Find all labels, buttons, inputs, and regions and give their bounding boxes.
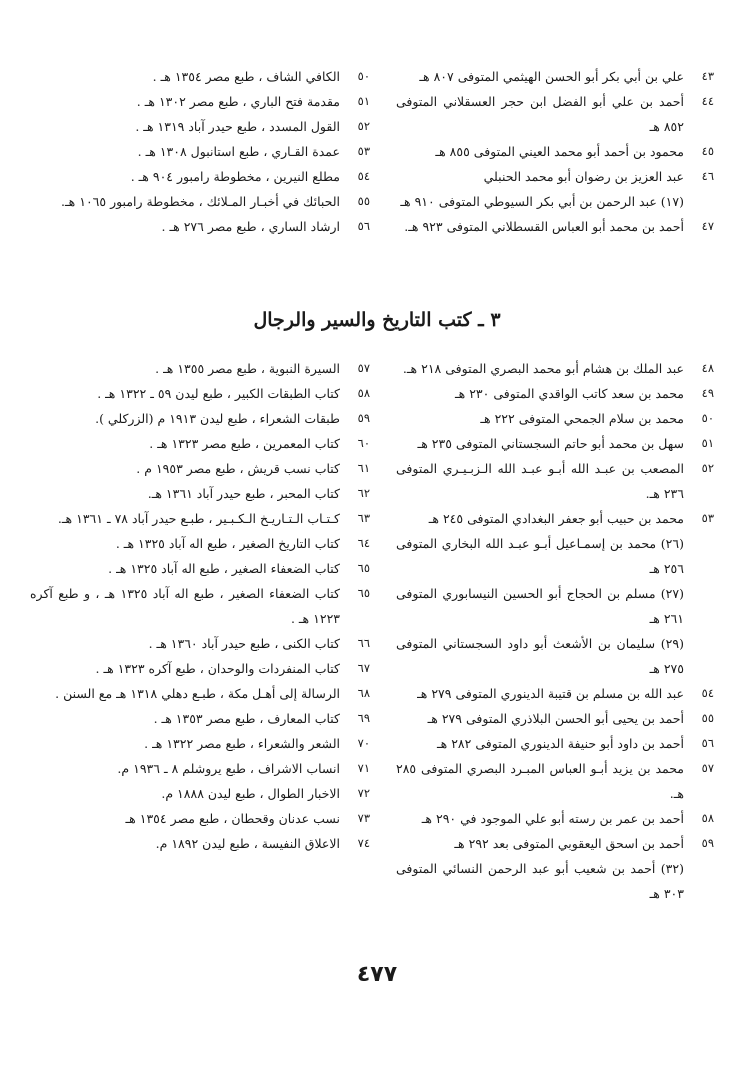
- list-entry: [30, 806, 370, 831]
- list-entry: [30, 506, 370, 531]
- entry-text: الكافي الشاف ، طبع مصر ١٣٥٤ هـ .: [152, 69, 340, 84]
- entry-text: محمد بن سعد كاتب الواقدي المتوفى ٢٣٠ هـ: [454, 386, 684, 401]
- entry-number: ٥٩: [357, 411, 370, 425]
- entry-number: ٥٠: [357, 69, 370, 83]
- list-entry: [30, 681, 370, 706]
- list-entry: [396, 214, 714, 239]
- list-entry: [30, 431, 370, 456]
- entry-number: ٥٢: [357, 119, 370, 133]
- entry-text: الاخبار الطوال ، طبع ليدن ١٨٨٨ م.: [161, 786, 340, 801]
- entry-number: ٦٢: [357, 486, 370, 500]
- list-entry: [30, 114, 370, 139]
- entry-text: انساب الاشراف ، طبع يروشلم ٨ ـ ١٩٣٦ م.: [117, 761, 340, 776]
- entry-text: علي بن أبي بكر أبو الحسن الهيثمي المتوفى ٨٠٧ هـ: [419, 69, 684, 84]
- list-entry: [30, 356, 370, 381]
- entry-text: عبد العزيز بن رضوان أبو محمد الحنبلي: [483, 169, 684, 184]
- list-entry: [396, 856, 714, 906]
- entry-text: كتاب الضعفاء الصغير ، طبع اله آباد ١٣٢٥ هـ ، و طبع آكره ١٢٢٣ هـ .: [30, 586, 341, 626]
- entry-text: (٢٩) سليمان بن الأشعث أبو داود السجستاني المتوفى ٢٧٥ هـ: [396, 636, 684, 676]
- list-entry: [30, 831, 370, 856]
- entry-number: ٥١: [357, 94, 370, 108]
- entry-text: طبقات الشعراء ، طبع ليدن ١٩١٣ م (الزركلي ).: [95, 411, 340, 426]
- list-entry: [30, 731, 370, 756]
- entry-text: أحمد بن داود أبو حنيفة الدينوري المتوفى ٢٨٢ هـ: [436, 736, 684, 751]
- entry-number: ٧٠: [357, 736, 370, 750]
- entry-number: ٧٢: [357, 786, 370, 800]
- entry-text: عمدة القـاري ، طبع استانبول ١٣٠٨ هـ .: [137, 144, 340, 159]
- entry-number: ٤٥: [701, 144, 714, 158]
- entry-number: ٤٤: [701, 94, 714, 108]
- entry-number: ٥٨: [357, 386, 370, 400]
- entry-text: كتاب المعمرين ، طبع مصر ١٣٢٣ هـ .: [149, 436, 340, 451]
- entry-number: ٥٦: [357, 219, 370, 233]
- list-entry: [30, 89, 370, 114]
- entry-number: ٥٣: [701, 511, 714, 525]
- entry-number: ٥٤: [701, 686, 714, 700]
- entry-number: ٦٥: [357, 586, 370, 600]
- list-entry: [30, 781, 370, 806]
- list-entry: [30, 381, 370, 406]
- entry-text: نسب عدنان وقحطان ، طبع مصر ١٣٥٤ هـ: [125, 811, 340, 826]
- list-entry: [30, 456, 370, 481]
- list-entry: [396, 164, 714, 189]
- entry-text: أحمد بن علي أبو الفضل ابن حجر العسقلاني المتوفى ٨٥٢ هـ: [396, 94, 684, 134]
- list-entry: [30, 64, 370, 89]
- list-entry: [396, 406, 714, 431]
- list-entry: [396, 89, 714, 139]
- list-entry: [396, 756, 714, 806]
- list-entry: [396, 681, 714, 706]
- entry-text: عبد الملك بن هشام أبو محمد البصري المتوفى ٢١٨ هـ.: [402, 361, 684, 376]
- entry-number: ٥٥: [701, 711, 714, 725]
- entry-number: ٦٤: [357, 536, 370, 550]
- list-entry: [396, 831, 714, 856]
- entry-text: محمد بن سلام الجمحي المتوفى ٢٢٢ هـ: [480, 411, 684, 426]
- section-heading: ٣ ـ كتب التاريخ والسير والرجال: [253, 309, 501, 331]
- entry-text: محمود بن أحمد أبو محمد العيني المتوفى ٨٥٥ هـ: [435, 144, 684, 159]
- list-entry: [30, 481, 370, 506]
- entry-text: كتاب الكنى ، طبع حيدر آباد ١٣٦٠ هـ .: [148, 636, 340, 651]
- entry-text: أحمد بن محمد أبو العباس القسطلاني المتوفى ٩٢٣ هـ.: [404, 219, 684, 234]
- entry-text: السيرة النبوية ، طبع مصر ١٣٥٥ هـ .: [155, 361, 340, 376]
- list-entry: [30, 406, 370, 431]
- entry-number: ٦٧: [357, 661, 370, 675]
- list-entry: [30, 214, 370, 239]
- entry-text: مقدمة فتح الباري ، طبع مصر ١٣٠٢ هـ .: [136, 94, 340, 109]
- top-left-column: [30, 64, 370, 239]
- entry-number: ٤٣: [701, 69, 714, 83]
- entry-text: الشعر والشعراء ، طبع مصر ١٣٢٢ هـ .: [144, 736, 340, 751]
- bottom-right-column: [396, 356, 714, 906]
- list-entry: [396, 431, 714, 456]
- entry-text: كتاب المعارف ، طبع مصر ١٣٥٣ هـ .: [153, 711, 340, 726]
- entry-number: ٤٦: [701, 169, 714, 183]
- entry-number: ٦٠: [357, 436, 370, 450]
- entry-text: (١٧) عبد الرحمن بن أبي بكر السيوطي المتوفى ٩١٠ هـ: [400, 194, 684, 209]
- entry-number: ٦١: [357, 461, 370, 475]
- list-entry: [396, 356, 714, 381]
- entry-text: الاعلاق النفيسة ، طبع ليدن ١٨٩٢ م.: [155, 836, 340, 851]
- entry-text: عبد الله بن مسلم بن قتيبة الدينوري المتوفى ٢٧٩ هـ: [417, 686, 684, 701]
- entry-number: ٤٧: [701, 219, 714, 233]
- entry-number: ٤٨: [701, 361, 714, 375]
- entry-number: ٦٦: [357, 636, 370, 650]
- entry-number: ٦٨: [357, 686, 370, 700]
- list-entry: [396, 806, 714, 831]
- list-entry: [30, 164, 370, 189]
- entry-text: كتاب نسب قريش ، طبع مصر ١٩٥٣ م .: [136, 461, 340, 476]
- list-entry: [396, 189, 714, 214]
- list-entry: [30, 139, 370, 164]
- entry-number: ٥٠: [701, 411, 714, 425]
- entry-text: سهل بن محمد أبو حاتم السجستاني المتوفى ٢٣٥ هـ: [417, 436, 684, 451]
- entry-text: كتاب الضعفاء الصغير ، طبع اله آباد ١٣٢٥ هـ .: [108, 561, 340, 576]
- entry-text: (٢٦) محمد بن إسمـاعيل أبـو عبـد الله البخاري المتوفى ٢٥٦ هـ: [396, 536, 684, 576]
- list-entry: [30, 531, 370, 556]
- top-right-column: [396, 64, 714, 239]
- entry-text: كـتـاب الـتـاريـخ الـكـبـير ، طبـع حيدر آباد ٧٨ ـ ١٣٦١ هـ.: [57, 511, 340, 526]
- entry-number: ٥٦: [701, 736, 714, 750]
- list-entry: [396, 731, 714, 756]
- entry-text: كتاب الطبقات الكبير ، طبع ليدن ٥٩ ـ ١٣٢٢ هـ .: [97, 386, 340, 401]
- entry-number: ٥٧: [701, 761, 714, 775]
- entry-text: مطلع النيرين ، مخطوطة رامبور ٩٠٤ هـ .: [130, 169, 340, 184]
- entry-text: كتاب المحبر ، طبع حيدر آباد ١٣٦١ هـ.: [147, 486, 340, 501]
- entry-text: القول المسدد ، طبع حيدر آباد ١٣١٩ هـ .: [135, 119, 340, 134]
- list-entry: [30, 556, 370, 581]
- entry-text: أحمد بن اسحق اليعقوبي المتوفى بعد ٢٩٢ هـ: [454, 836, 684, 851]
- list-entry: [30, 581, 370, 631]
- entry-number: ٦٥: [357, 561, 370, 575]
- list-entry: [396, 64, 714, 89]
- list-entry: [396, 506, 714, 531]
- list-entry: [30, 756, 370, 781]
- entry-text: ارشاد الساري ، طبع مصر ٢٧٦ هـ .: [161, 219, 340, 234]
- entry-text: (٣٢) أحمد بن شعيب أبو عبد الرحمن النسائي المتوفى ٣٠٣ هـ: [396, 861, 684, 901]
- entry-text: الرسالة إلى أهـل مكة ، طبـع دهلي ١٣١٨ هـ مع السنن .: [55, 686, 340, 701]
- entry-text: أحمد بن عمر بن رسته أبو علي الموجود في ٢٩٠ هـ: [421, 811, 684, 826]
- list-entry: [396, 581, 714, 631]
- entry-text: كتاب التاريخ الصغير ، طبع اله آباد ١٣٢٥ هـ .: [115, 536, 340, 551]
- entry-number: ٥٩: [701, 836, 714, 850]
- entry-number: ٥٤: [357, 169, 370, 183]
- list-entry: [396, 631, 714, 681]
- entry-number: ٥٢: [701, 461, 714, 475]
- entry-text: (٢٧) مسلم بن الحجاج أبو الحسين النيسابوري المتوفى ٢٦١ هـ: [396, 586, 684, 626]
- entry-number: ٧١: [357, 761, 370, 775]
- entry-number: ٧٤: [357, 836, 370, 850]
- entry-number: ٥٥: [357, 194, 370, 208]
- entry-number: ٥٣: [357, 144, 370, 158]
- entry-number: ٥١: [701, 436, 714, 450]
- list-entry: [396, 139, 714, 164]
- list-entry: [396, 706, 714, 731]
- entry-number: ٦٩: [357, 711, 370, 725]
- entry-text: الحبائك في أخبـار المـلائك ، مخطوطة رامبور ١٠٦٥ هـ.: [61, 194, 340, 209]
- list-entry: [30, 631, 370, 656]
- page-number: ٤٧٧: [356, 962, 398, 987]
- list-entry: [30, 656, 370, 681]
- list-entry: [396, 456, 714, 506]
- list-entry: [30, 189, 370, 214]
- entry-number: ٤٩: [701, 386, 714, 400]
- list-entry: [396, 381, 714, 406]
- list-entry: [30, 706, 370, 731]
- entry-number: ٦٣: [357, 511, 370, 525]
- bottom-left-column: [30, 356, 370, 856]
- entry-number: ٥٨: [701, 811, 714, 825]
- entry-text: محمد بن حبيب أبو جعفر البغدادي المتوفى ٢٤٥ هـ: [428, 511, 684, 526]
- list-entry: [396, 531, 714, 581]
- entry-text: محمد بن يزيد أبـو العباس المبـرد البصري المتوفى ٢٨٥ هـ.: [396, 761, 684, 801]
- entry-text: كتاب المنفردات والوحدان ، طبع آكره ١٣٢٣ هـ .: [95, 661, 340, 676]
- entry-number: ٥٧: [357, 361, 370, 375]
- entry-number: ٧٣: [357, 811, 370, 825]
- entry-text: المصعب بن عبـد الله أبـو عبـد الله الـزبـيـري المتوفى ٢٣٦ هـ.: [396, 461, 684, 501]
- entry-text: أحمد بن يحيى أبو الحسن البلاذري المتوفى ٢٧٩ هـ: [427, 711, 684, 726]
